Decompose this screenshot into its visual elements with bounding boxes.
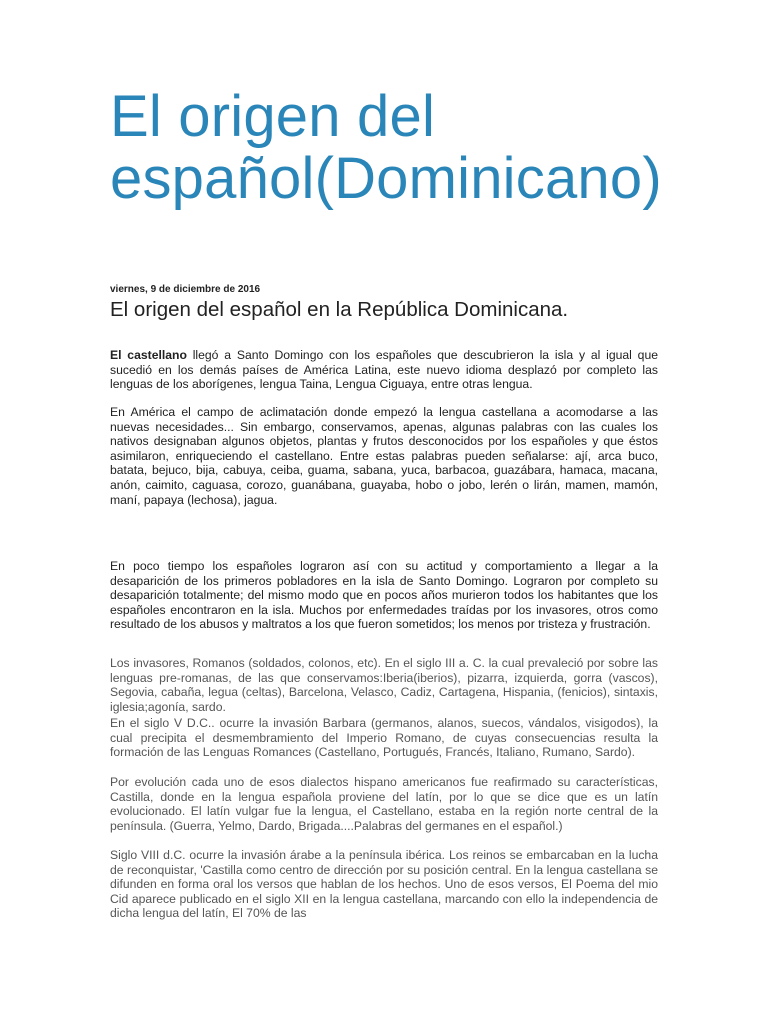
paragraph-5: En el siglo V D.C.. ocurre la invasión Barbara (germanos, alanos, suecos, vándalos, visigodos), la cual precipita el desmembramiento del Imperio Romano, de cuyas consecuencias resulta la formación de las Lenguas Romances (Castellano, Portugués, Francés, Italiano, Rumano, Sardo). — [110, 716, 658, 760]
paragraph-7: Siglo VIII d.C. ocurre la invasión árabe a la península ibérica. Los reinos se embarcaban en la lucha de reconquistar, 'Castilla como centro de dirección por su posición central. En la lengua castellana se difunden en forma oral los versos que hablan de los hechos. Uno de esos versos, El Poema del mio Cid aparece publicado en el siglo XII en la lengua castellana, marcando con ello la independencia de dicha lengua del latín, El 70% de las — [110, 848, 658, 921]
paragraph-3: En poco tiempo los españoles lograron así con su actitud y comportamiento a llegar a la desaparición de los primeros pobladores en la isla de Santo Domingo. Lograron por completo su desaparición totalmente; del mismo modo que en pocos años murieron todos los habitantes que los españoles encontraron en la isla. Muchos por enfermedades traídas por los invasores, otros como resultado de los abusos y maltratos a los que fueron sometidos; los menos por tristeza y frustración. — [110, 559, 658, 632]
paragraph-1 — [110, 348, 658, 392]
paragraph-1-lead: El castellano — [110, 348, 187, 362]
paragraph-6: Por evolución cada uno de esos dialectos hispano americanos fue reafirmado su características, Castilla, donde en la lengua española proviene del latín, por lo que se dice que es un latín evolucionado. El latín vulgar fue la lengua, el Castellano, estaba en la región norte central de la península. (Guerra, Yelmo, Dardo, Brigada....Palabras del germanes en el español.) — [110, 775, 658, 833]
paragraph-2: En América el campo de aclimatación donde empezó la lengua castellana a acomodarse a las nuevas necesidades... Sin embargo, conservamos, apenas, algunas palabras con las cuales los nativos designaban algunos objetos, plantas y frutos desconocidos por los españoles y que éstos asimilaron, enriqueciendo el castellano. Entre estas palabras pueden señalarse: ají, arca buco, batata, bejuco, bija, cabuya, ceiba, guama, sabana, yuca, barbacoa, guazábara, hamaca, macana, anón, caimito, caguasa, corozo, guanábana, guayaba, hobo o jobo, lerén o lirán, mamen, mamón, maní, papaya (lechosa), jagua. — [110, 405, 658, 507]
post-date: viernes, 9 de diciembre de 2016 — [110, 284, 261, 295]
post-subtitle: El origen del español en la República Dominicana. — [110, 298, 569, 321]
paragraph-4: Los invasores, Romanos (soldados, colonos, etc). En el siglo III a. C. la cual prevaleció por sobre las lenguas pre-romanas, de las que conservamos:Iberia(iberios), pizarra, izquierda, gorra (vascos), Segovia, cabaña, legua (celtas), Barcelona, Velasco, Cadiz, Cartagena, Hispania, (fenicios), sintaxis, iglesia;agonía, sardo. — [110, 656, 658, 714]
paragraph-1-text: llegó a Santo Domingo con los españoles que descubrieron la isla y al igual que sucedió en los demás países de América Latina, este nuevo idioma desplazó por completo las lenguas de los aborígenes, lengua Taina, Lengua Ciguaya, entre otras lengua. — [110, 348, 658, 392]
post-title: El origen del español(Dominicano) — [110, 84, 662, 211]
